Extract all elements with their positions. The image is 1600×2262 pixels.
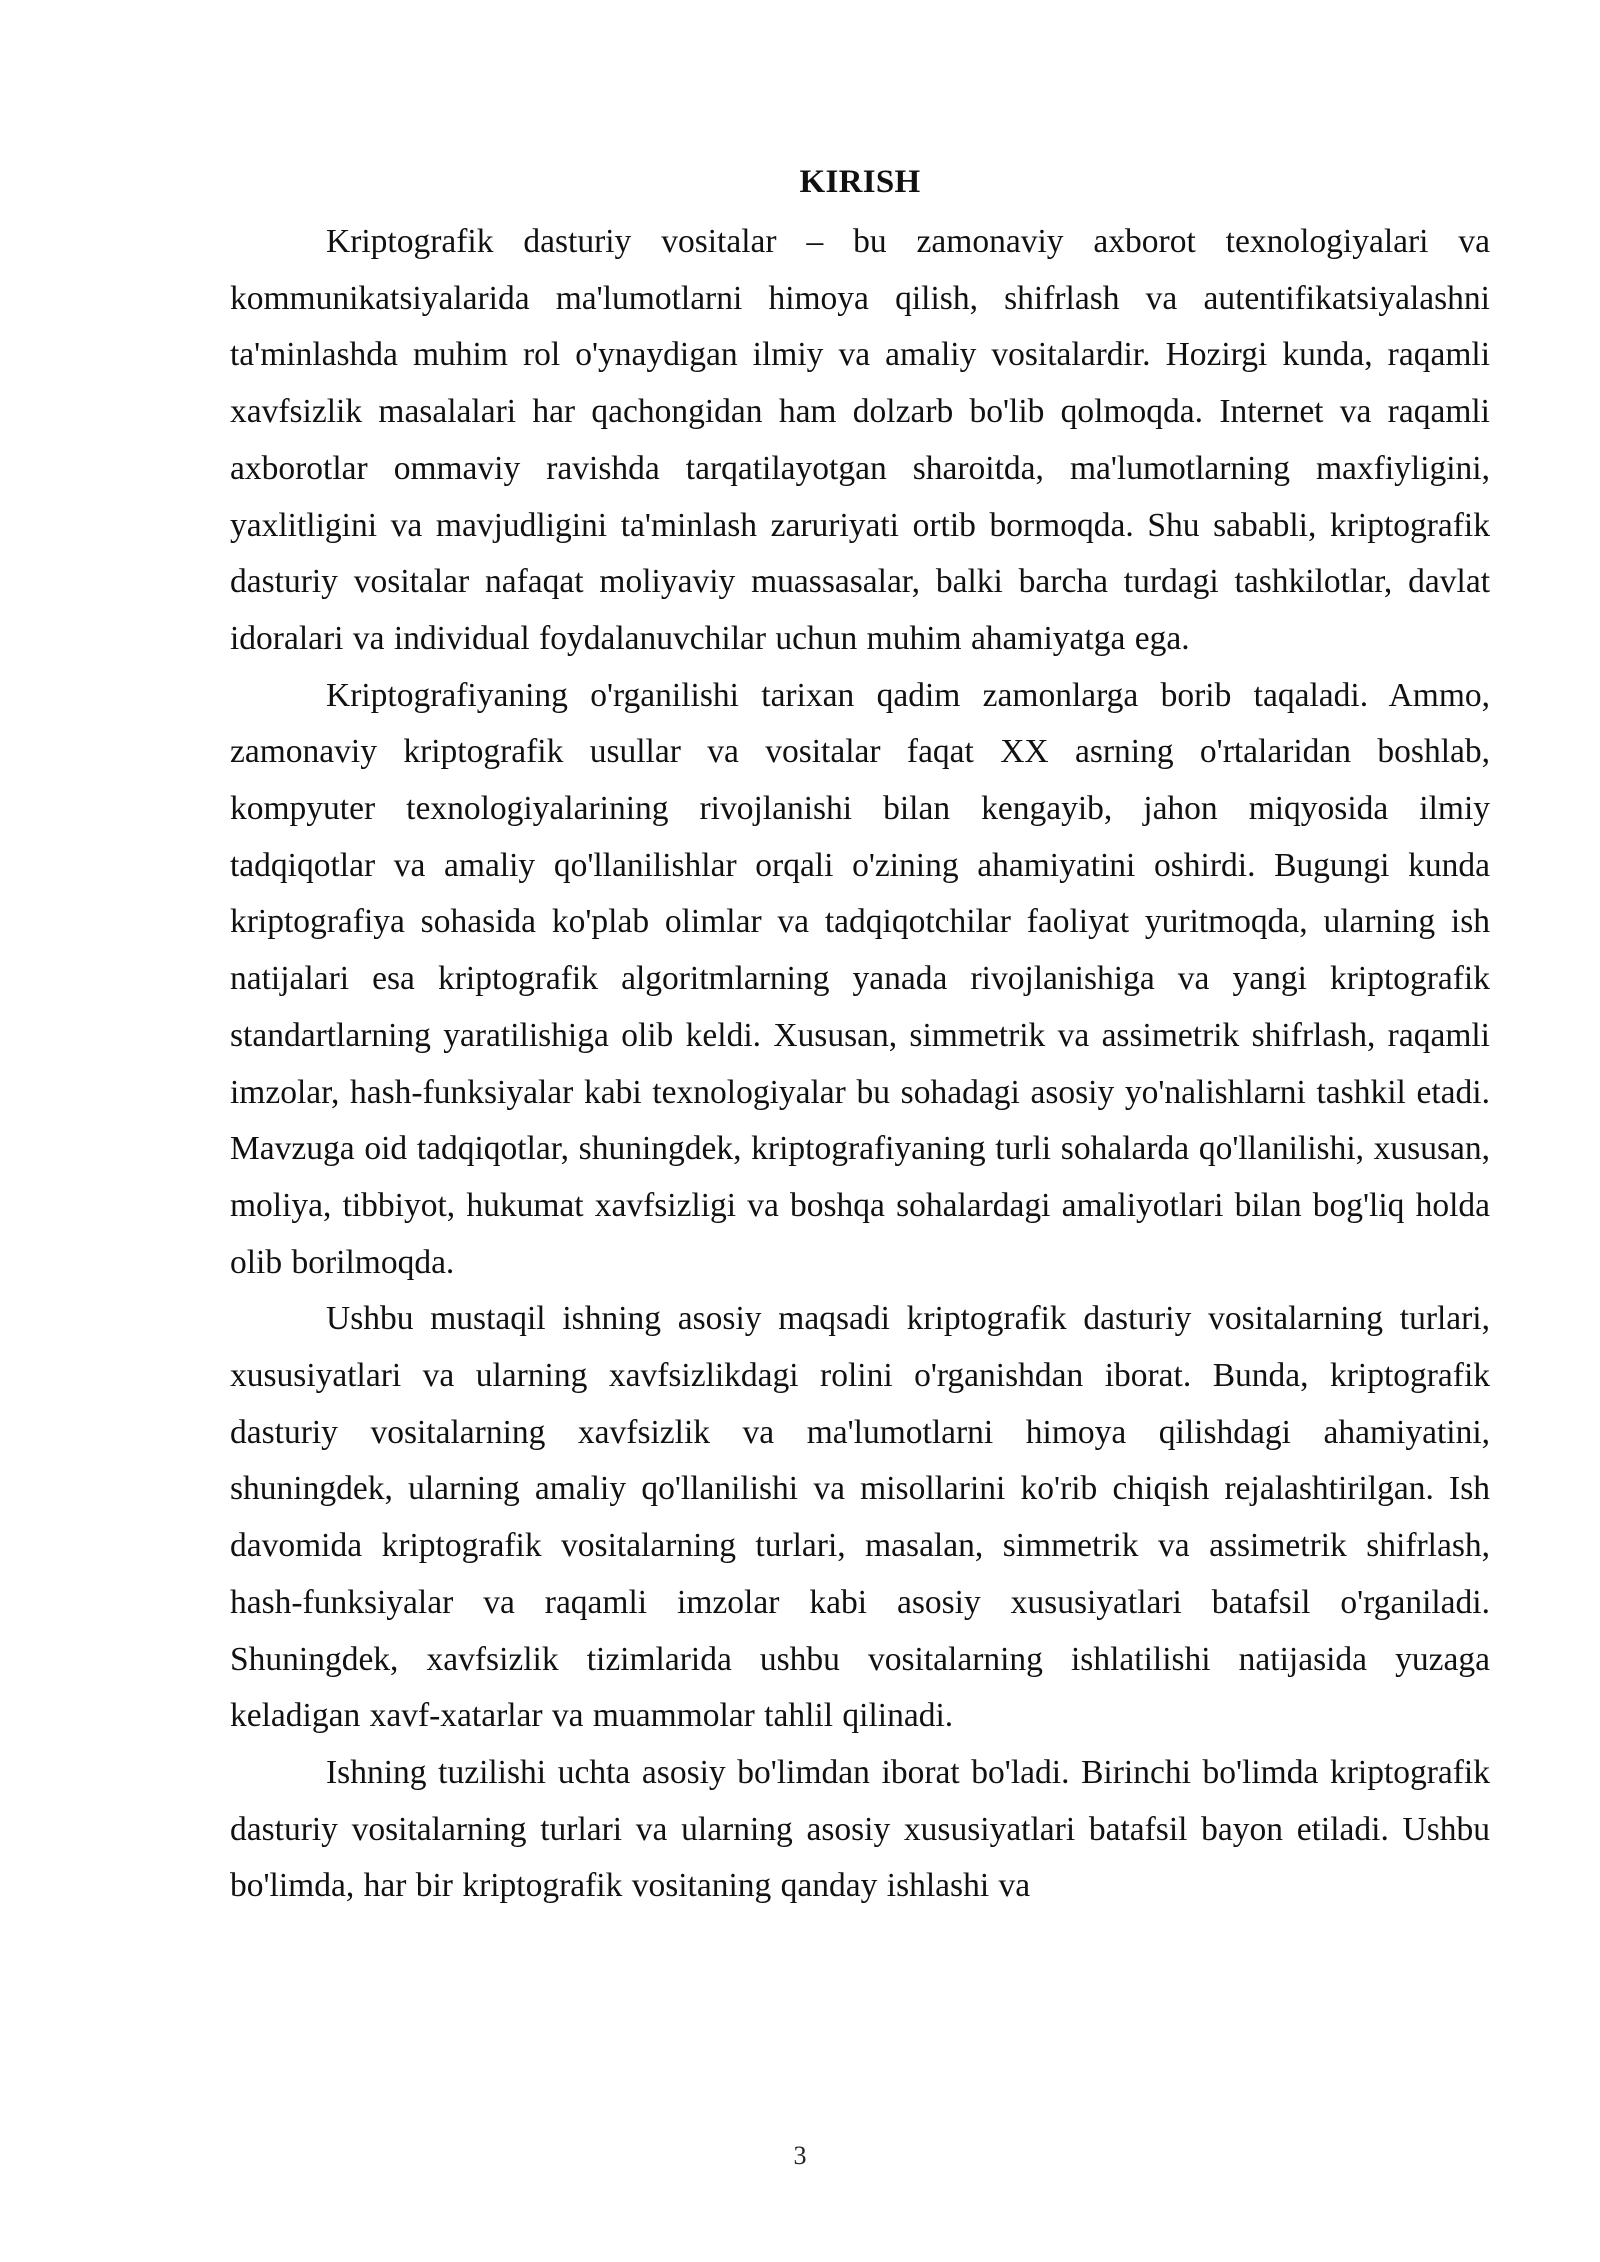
page-content [230,162,1490,1915]
paragraph-1: Kriptografik dasturiy vositalar – bu zamonaviy axborot texnologiyalari va kommunikatsiyalarida ma'lumotlarni himoya qilish, shifrlash va autentifikatsiyalashni ta'minlashda muhim rol o'ynaydigan ilmiy va amaliy vositalardir. Hozirgi kunda, raqamli xavfsizlik masalalari har qachongidan ham dolzarb bo'lib qolmoqda. Internet va raqamli axborotlar ommaviy ravishda tarqatilayotgan sharoitda, ma'lumotlarning maxfiyligini, yaxlitligini va mavjudligini ta'minlash zaruriyati ortib bormoqda. Shu sababli, kriptografik dasturiy vositalar nafaqat moliyaviy muassasalar, balki barcha turdagi tashkilotlar, davlat idoralari va individual foydalanuvchilar uchun muhim ahamiyatga ega. [230,223,1490,657]
page-title: KIRISH [799,164,921,200]
page-number: 3 [793,2141,807,2170]
paragraph-3: Ushbu mustaqil ishning asosiy maqsadi kriptografik dasturiy vositalarning turlari, xususiyatlari va ularning xavfsizlikdagi rolini o'rganishdan iborat. Bunda, kriptografik dasturiy vositalarning xavfsizlik va ma'lumotlarni himoya qilishdagi ahamiyatini, shuningdek, ularning amaliy qo'llanilishi va misollarini ko'rib chiqish rejalashtirilgan. Ish davomida kriptografik vositalarning turlari, masalan, simmetrik va assimetrik shifrlash, hash-funksiyalar va raqamli imzolar kabi asosiy xususiyatlari batafsil o'rganiladi. Shuningdek, xavfsizlik tizimlarida ushbu vositalarning ishlatilishi natijasida yuzaga keladigan xavf-xatarlar va muammolar tahlil qilinadi. [230,1300,1490,1735]
paragraph-4: Ishning tuzilishi uchta asosiy bo'limdan iborat bo'ladi. Birinchi bo'limda kriptografik dasturiy vositalarning turlari va ularning asosiy xususiyatlari batafsil bayon etiladi. Ushbu bo'limda, har bir kriptografik vositaning qanday ishlashi va [230,1753,1490,1905]
paragraph-2: Kriptografiyaning o'rganilishi tarixan qadim zamonlarga borib taqaladi. Ammo, zamonaviy kriptografik usullar va vositalar faqat XX asrning o'rtalaridan boshlab, kompyuter texnologiyalarining rivojlanishi bilan kengayib, jahon miqyosida ilmiy tadqiqotlar va amaliy qo'llanilishlar orqali o'zining ahamiyatini oshirdi. Bugungi kunda kriptografiya sohasida ko'plab olimlar va tadqiqotchilar faoliyat yuritmoqda, ularning ish natijalari esa kriptografik algoritmlarning yanada rivojlanishiga va yangi kriptografik standartlarning yaratilishiga olib keldi. Xususan, simmetrik va assimetrik shifrlash, raqamli imzolar, hash-funksiyalar kabi texnologiyalar bu sohadagi asosiy yo'nalishlarni tashkil etadi. Mavzuga oid tadqiqotlar, shuningdek, kriptografiyaning turli sohalarda qo'llanilishi, xususan, moliya, tibbiyot, hukumat xavfsizligi va boshqa sohalardagi amaliyotlari bilan bog'liq holda olib borilmoqda. [230,676,1490,1281]
